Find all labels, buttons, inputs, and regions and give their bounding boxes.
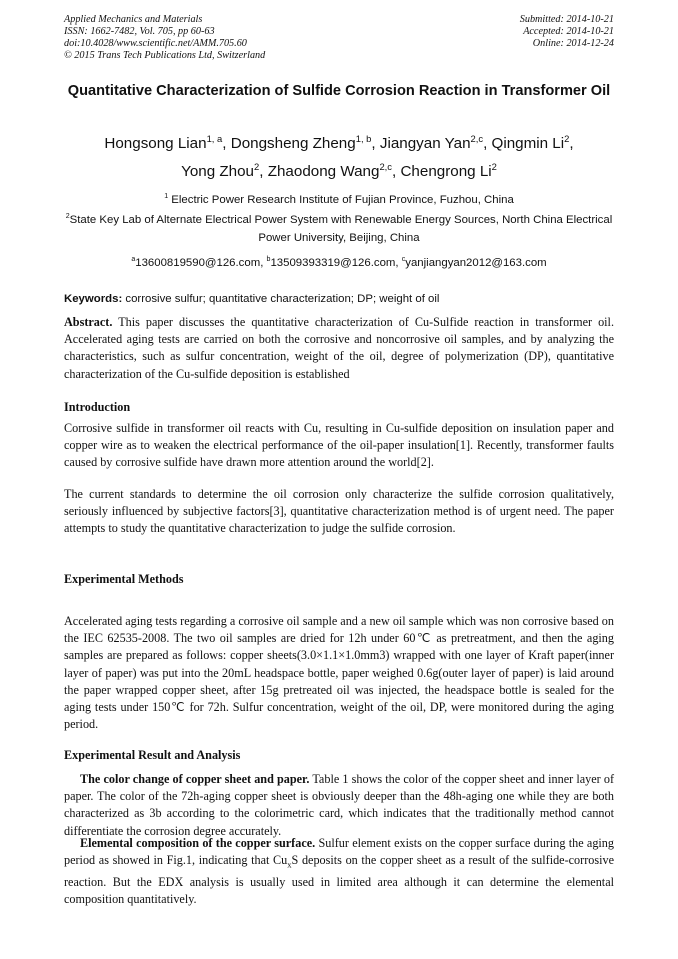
keywords [64,291,614,307]
author: Yong Zhou$^2$, [181,160,268,180]
abstract-label: Abstract. [64,315,113,329]
section-heading-results: Experimental Result and Analysis [64,748,241,762]
email-link[interactable]: 13600819590@126.com [135,257,261,269]
date-online: Online: 2014-12-24 [532,38,614,49]
email-link[interactable]: 13509393319@126.com [270,257,396,269]
run-in-heading: Elemental composition of the copper surface. [80,836,316,850]
journal-doi[interactable]: doi:10.4028/www.scientific.net/AMM.705.60 [64,38,247,49]
author: Hongsong Lian$^{1, a}$, [104,132,231,152]
section-heading-introduction: Introduction [64,400,131,414]
author: Zhaodong Wang$^{2,c}$, [267,160,401,180]
author-emails: $^a$13600819590@126.com, $^b$13509393319@126.com, $^c$yanjiangyan2012@163.com [131,256,547,269]
author: Jiangyan Yan$^{2,c}$, [379,132,492,152]
keywords-label: Keywords: [64,293,123,305]
date-accepted: Accepted: 2014-10-21 [523,26,614,37]
journal-header [64,14,265,62]
paragraph: The current standards to determine the oil corrosion only characterize the sulfide corrosion qualitatively, seriously influenced by subjective factors[3], quantitative characterization method is of urgent need. The paper attempts to study the quantitative characterization to judge the sulfide corrosion. [64,487,614,536]
journal-issn: ISSN: 1662-7482, Vol. 705, pp 60-63 [64,26,215,37]
journal-name: Applied Mechanics and Materials [64,14,203,25]
paragraph: The color change of copper sheet and paper. Table 1 shows the color of the copper sheet and inner layer of paper. The color of the 72h-aging copper sheet is obviously deeper than the 48h-aging one while they are both characterized as 3b according to the colorimetric card, which indicates that the traditionally method cannot differentiate the corrosion degree accurately. [64,772,614,838]
journal-copyright: © 2015 Trans Tech Publications Ltd, Switzerland [64,50,266,61]
keywords-text: corrosive sulfur; quantitative characterization; DP; weight of oil [125,293,440,305]
author: Dongsheng Zheng$^{1, b}$, [230,132,380,152]
affiliation: $^1$ Electric Power Research Institute of Fujian Province, Fuzhou, China [164,193,514,206]
affiliation: $^2$State Key Lab of Alternate Electrical Power System with Renewable Energy Sources, North China Electrical Power University, Beijing, China [65,213,613,244]
paragraph: Accelerated aging tests regarding a corrosive oil sample and a new oil sample which was non corrosive based on the IEC 62535-2008. The two oil samples are dried for 12h under 60℃ as pretreatment, and then the aging samples are prepared as follows: copper sheets(3.0×1.1×1.0mm3) wrapped with one layer of Kraft paper(inner layer of paper) was put into the 20mL headspace bottle, paper weighed 0.6g(outer layer of paper) is laid around the paper wrapped copper sheet, after 15g pretreated oil was injected, the headspace bottle is sealed for the aging tests under 150℃ for 72h. Sulfur concentration, weight of the oil, DP, were monitored during the aging period. [64,614,614,732]
paragraph: Elemental composition of the copper surface. Sulfur element exists on the copper surface during the aging period as showed in Fig.1, indicating that $Cu_xS$ deposits on the copper sheet as a result of the sulfide-corrosive reaction. But the EDX analysis is usually used in limited area although it can determine the elemental composition quantitatively. [64,836,614,907]
submission-dates [520,14,614,50]
paragraph: Corrosive sulfide in transformer oil reacts with Cu, resulting in Cu-sulfide deposition on insulation paper and copper wire as to weaken the electrical performance of the oil-paper insulation[1]. Recently, transformer faults caused by corrosive sulfide have drawn more attention around the world[2]. [64,421,614,470]
author: Qingmin Li$^2$, [491,132,574,152]
paper-title: Quantitative Characterization of Sulfide Corrosion Reaction in Transformer Oil [67,83,611,99]
abstract-text: This paper discusses the quantitative characterization of Cu-Sulfide reaction in transformer oil. Accelerated aging tests are carried on both the corrosive and noncorrosive oil samples, and by analyzing the characteristics, such as sulfur concentration, weight of the oil, degree of polymerization (DP), quantitative characterization of the Cu-sulfide deposition is established [64,315,614,381]
abstract [64,314,614,383]
author: Chengrong Li$^2$ [400,160,497,180]
run-in-heading: The color change of copper sheet and paper. [80,772,310,786]
author-list [64,130,614,186]
email-link[interactable]: yanjiangyan2012@163.com [405,257,547,269]
date-submitted: Submitted: 2014-10-21 [519,14,614,25]
section-heading-methods: Experimental Methods [64,572,184,586]
